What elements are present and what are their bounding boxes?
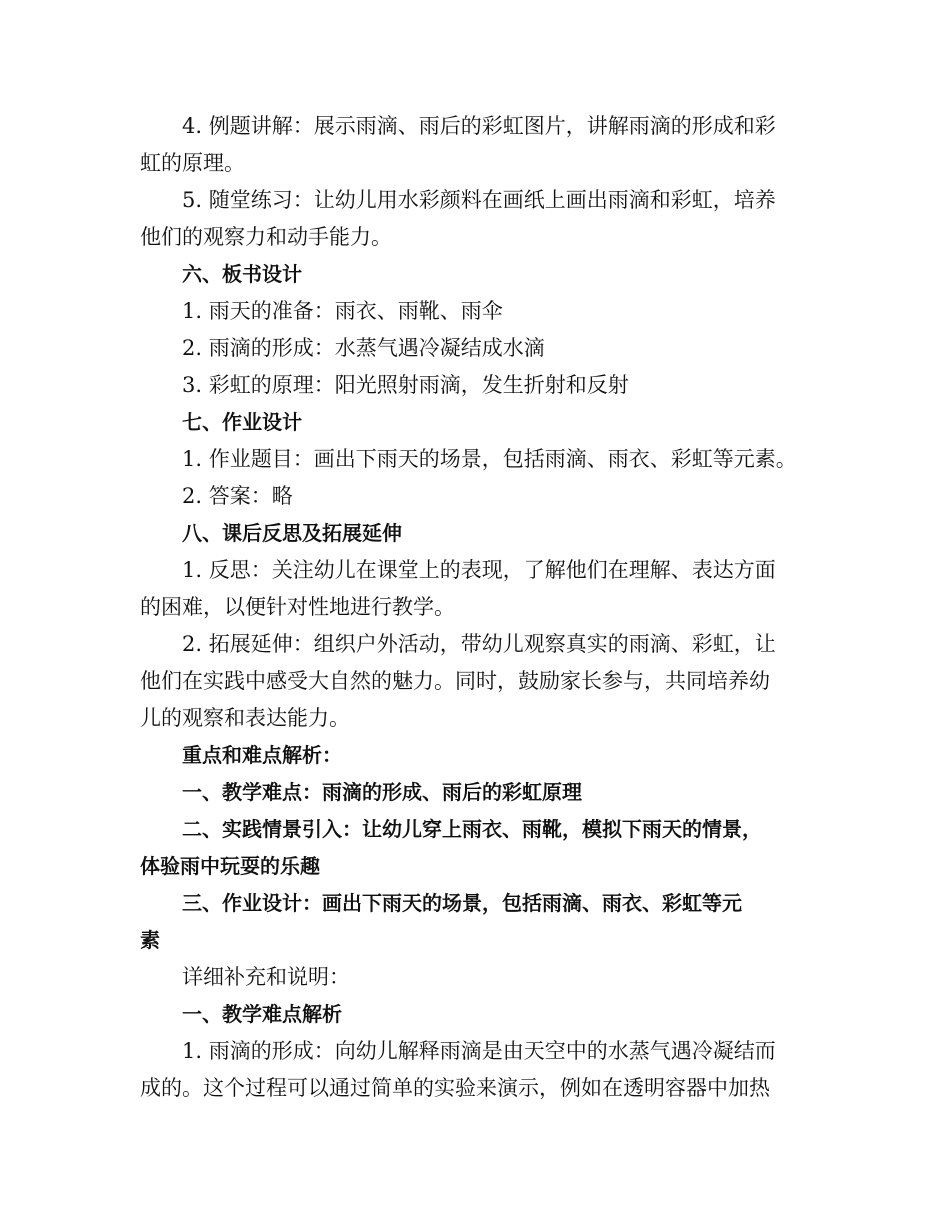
paragraph-supplement-title xyxy=(140,959,820,996)
heading-difficulty-analysis: 一、教学难点解析 xyxy=(182,1002,342,1026)
paragraph-reflection-2 xyxy=(140,626,820,737)
heading-reflection: 八、课后反思及拓展延伸 xyxy=(182,521,402,545)
text-line: 4. 例题讲解：展示雨滴、雨后的彩虹图片，讲解雨滴的形成和彩 xyxy=(182,114,776,138)
paragraph-scenario-intro xyxy=(140,811,820,885)
text-line: 详细补充和说明： xyxy=(182,965,350,989)
paragraph-raindrop-formation xyxy=(140,1033,820,1107)
heading-key-points: 重点和难点解析： xyxy=(182,743,342,767)
text-line: 体验雨中玩耍的乐趣 xyxy=(140,854,320,878)
text-line: 1. 作业题目：画出下雨天的场景，包括雨滴、雨衣、彩虹等元素。 xyxy=(182,447,797,471)
text-line: 成的。这个过程可以通过简单的实验来演示，例如在透明容器中加热 xyxy=(140,1076,770,1100)
paragraph-board-item-3 xyxy=(140,367,820,404)
text-line: 三、作业设计：画出下雨天的场景，包括雨滴、雨衣、彩虹等元 xyxy=(182,891,742,915)
text-line: 素 xyxy=(140,928,160,952)
text-line: 的困难，以便针对性地进行教学。 xyxy=(140,595,455,619)
text-line: 虹的原理。 xyxy=(140,151,245,175)
document-body xyxy=(140,108,820,1107)
text-line: 二、实践情景引入：让幼儿穿上雨衣、雨靴，模拟下雨天的情景， xyxy=(182,817,762,841)
text-line: 1. 反思：关注幼儿在课堂上的表现，了解他们在理解、表达方面 xyxy=(182,558,776,582)
text-line: 他们在实践中感受大自然的魅力。同时，鼓励家长参与，共同培养幼 xyxy=(140,669,770,693)
paragraph-board-item-2 xyxy=(140,330,820,367)
text-line: 1. 雨滴的形成：向幼儿解释雨滴是由天空中的水蒸气遇冷凝结而 xyxy=(182,1039,776,1063)
text-line: 5. 随堂练习：让幼儿用水彩颜料在画纸上画出雨滴和彩虹，培养 xyxy=(182,188,776,212)
paragraph-example-explanation xyxy=(140,108,820,182)
text-line: 他们的观察力和动手能力。 xyxy=(140,225,392,249)
heading-board-design: 六、板书设计 xyxy=(182,262,302,286)
text-line: 儿的观察和表达能力。 xyxy=(140,706,350,730)
paragraph-board-item-1 xyxy=(140,293,820,330)
text-line: 3. 彩虹的原理：阳光照射雨滴，发生折射和反射 xyxy=(182,373,629,397)
paragraph-homework-summary xyxy=(140,885,820,959)
text-line: 2. 雨滴的形成：水蒸气遇冷凝结成水滴 xyxy=(182,336,545,360)
text-line: 2. 拓展延伸：组织户外活动，带幼儿观察真实的雨滴、彩虹，让 xyxy=(182,632,776,656)
paragraph-reflection-1 xyxy=(140,552,820,626)
paragraph-homework-item-1 xyxy=(140,441,820,478)
heading-homework-design: 七、作业设计 xyxy=(182,410,302,434)
paragraph-practice xyxy=(140,182,820,256)
heading-teaching-difficulty: 一、教学难点：雨滴的形成、雨后的彩虹原理 xyxy=(182,780,582,804)
paragraph-homework-item-2 xyxy=(140,478,820,515)
text-line: 1. 雨天的准备：雨衣、雨靴、雨伞 xyxy=(182,299,503,323)
text-line: 2. 答案：略 xyxy=(182,484,293,508)
